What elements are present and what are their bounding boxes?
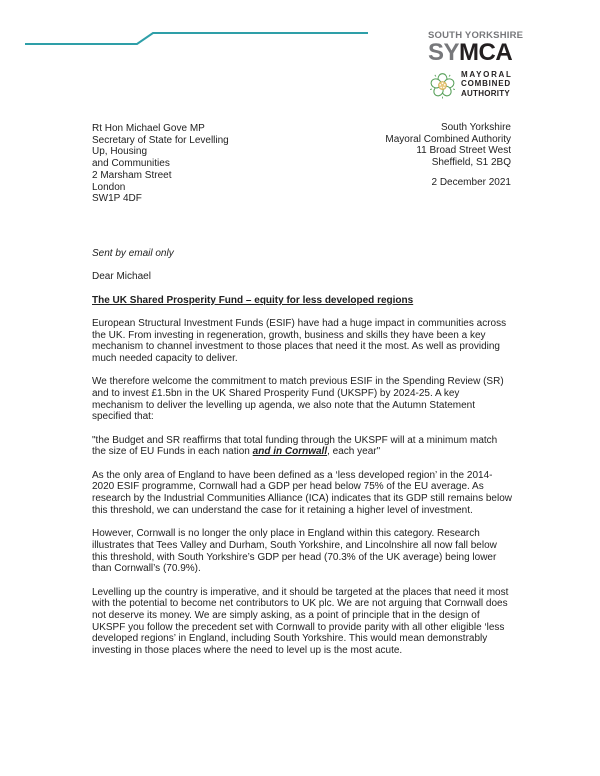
- letter-date: 2 December 2021: [431, 176, 511, 188]
- recipient-line: 2 Marsham Street: [92, 169, 172, 181]
- quote-paragraph: [92, 435, 513, 458]
- sender-line: South Yorkshire: [440, 122, 511, 133]
- logo-acronym: [428, 39, 513, 66]
- paragraph: We therefore welcome the commitment to match previous ESIF in the Spending Review (SR) and to invest £1.5bn in the UK Shared Prosperity Fund (UKSPF) by 2024-25. A key mechanism to deliver the levelling up agenda, we also note that the Autumn Statement specified that:: [92, 376, 504, 423]
- sender-line: 11 Broad Street West: [416, 145, 511, 157]
- paragraph: Levelling up the country is imperative, and it should be targeted at the places that need it most with the potential to become net contributors to UK plc. We are not arguing that Cornwall does not deserve its money. We are simply asking, as a point of principle that in the design of UKSPF you follow the precedent set with Cornwall to provide parity with all other eligible ‘less developed regions’ in England, including South Yorkshire. This would mean demonstrably investing in those places where the need to level up is the most acute.: [92, 586, 509, 657]
- letter-body: [92, 248, 513, 668]
- salutation: Dear Michael: [92, 271, 151, 283]
- logo-region-text: SOUTH YORKSHIRE: [428, 30, 524, 41]
- logo-acronym-sy: SY: [428, 39, 460, 66]
- recipient-line: London: [92, 181, 126, 193]
- sender-line: Sheffield, S1 2BQ: [431, 157, 511, 169]
- quote-before: "the Budget and SR reaffirms that total funding through the UKSPF will at a minimum match the size of EU Funds in each nation: [92, 434, 498, 458]
- recipient-line: Secretary of State for Levelling: [92, 134, 229, 146]
- logo-tagline-line: MAYORAL: [461, 70, 513, 79]
- yorkshire-rose-icon: [428, 71, 457, 100]
- logo-tagline: [461, 70, 513, 98]
- recipient-line: SW1P 4DF: [92, 193, 142, 205]
- letter-subject-heading: The UK Shared Prosperity Fund – equity for less developed regions: [92, 294, 414, 306]
- logo-acronym-mca: MCA: [459, 39, 513, 66]
- paragraph: European Structural Investment Funds (ESIF) have had a huge impact in communities across the UK. From investing in regeneration, growth, business and skills they have been a key mechanism to channel investment to those places that need it the most. As well as providing much needed capacity to deliver.: [92, 317, 507, 364]
- logo-tagline-line: COMBINED: [461, 79, 511, 89]
- sent-by-email-note: Sent by email only: [92, 248, 174, 259]
- brand-swoosh-line: [0, 0, 400, 60]
- quote-after: , each year": [327, 446, 381, 458]
- recipient-address: [92, 123, 229, 205]
- quote-emphasis: and in Cornwall: [252, 446, 328, 458]
- sender-line: Mayoral Combined Authority: [385, 133, 511, 145]
- sender-address: [385, 122, 511, 189]
- paragraph: As the only area of England to have been defined as a ‘less developed region’ in the 2014-2020 ESIF programme, Cornwall had a GDP per head below 75% of the EU average. As research by the Industrial Communities Alliance (ICA) indicates that its GDP still remains below this threshold, we can understand the case for it retaining a higher level of investment.: [92, 469, 512, 516]
- logo-tagline-line: AUTHORITY: [461, 88, 510, 98]
- recipient-line: Up, Housing: [92, 146, 148, 158]
- paragraph: However, Cornwall is no longer the only place in England within this category. Research illustrates that Tees Valley and Durham, South Yorkshire, and Lincolnshire all now fall below this threshold, with South Yorkshire’s GDP per head (70.3% of the UK average) being lower than Cornwall’s (70.9%).: [92, 528, 497, 575]
- symca-logo: [428, 30, 524, 100]
- logo-bottom: [428, 70, 512, 100]
- recipient-line: and Communities: [92, 158, 170, 170]
- recipient-line: Rt Hon Michael Gove MP: [92, 123, 205, 134]
